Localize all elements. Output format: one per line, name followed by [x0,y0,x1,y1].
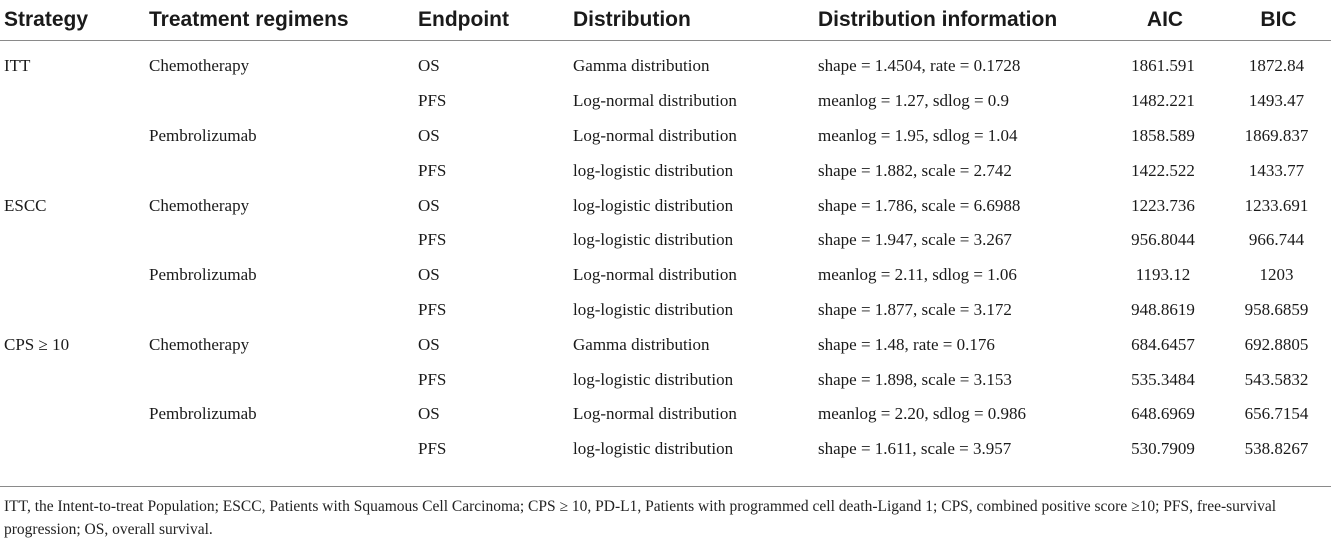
cell-aic: 1861.591 [1131,56,1195,76]
cell-distribution-information: shape = 1.4504, rate = 0.1728 [818,56,1021,76]
cell-distribution: log-logistic distribution [573,439,734,459]
cell-aic: 956.8044 [1131,230,1195,250]
cell-treatment-regimen: Chemotherapy [149,56,250,76]
table-row [0,153,1331,188]
cell-strategy: CPS ≥ 10 [4,334,70,354]
cell-treatment-regimen [145,153,414,188]
cell-aic: 530.7909 [1131,439,1195,459]
cell-treatment-regimen: Pembrolizumab [149,404,257,424]
cell-bic: 1203 [1259,265,1294,285]
table-header [0,0,1331,41]
cell-strategy [0,153,145,188]
cell-aic: 1482.221 [1131,91,1195,111]
cell-aic: 648.6969 [1131,404,1195,424]
table-row [0,188,1331,223]
cell-distribution-information: meanlog = 2.11, sdlog = 1.06 [818,265,1017,285]
table-row [0,432,1331,471]
table-row [0,84,1331,119]
cell-distribution: log-logistic distribution [573,160,734,180]
cell-endpoint: OS [418,404,440,424]
cell-bic: 966.744 [1248,230,1305,250]
cell-distribution-information: shape = 1.48, rate = 0.176 [818,334,995,354]
table-row [0,119,1331,154]
cell-strategy [0,119,145,154]
cell-treatment-regimen: Chemotherapy [149,334,250,354]
table-row [0,397,1331,432]
cell-aic: 1422.522 [1131,160,1195,180]
cell-endpoint: PFS [418,439,447,459]
cell-strategy: ITT [4,56,31,76]
cell-distribution-information: shape = 1.877, scale = 3.172 [818,299,1012,319]
header-row [0,0,1331,41]
cell-endpoint: PFS [418,91,447,111]
table-bottom-rule [0,486,1331,487]
cell-distribution: Log-normal distribution [573,125,737,145]
cell-strategy: ESCC [4,195,47,215]
cell-bic: 1869.837 [1244,125,1309,145]
header-distribution-information: Distribution information [814,0,1104,41]
cell-strategy [0,397,145,432]
cell-treatment-regimen [145,362,414,397]
cell-bic: 958.6859 [1244,299,1309,319]
cell-bic: 538.8267 [1244,439,1309,459]
cell-endpoint: OS [418,195,440,215]
header-endpoint: Endpoint [414,0,569,41]
cell-treatment-regimen [145,84,414,119]
cell-distribution: Log-normal distribution [573,91,737,111]
cell-distribution: Gamma distribution [573,56,710,76]
header-treatment-regimens: Treatment regimens [145,0,414,41]
cell-distribution: log-logistic distribution [573,299,734,319]
cell-distribution-information: meanlog = 1.27, sdlog = 0.9 [818,91,1010,111]
header-strategy: Strategy [0,0,145,41]
cell-bic: 1233.691 [1244,195,1309,215]
table-row [0,41,1331,84]
header-distribution: Distribution [569,0,814,41]
cell-bic: 1433.77 [1248,160,1305,180]
cell-treatment-regimen [145,293,414,328]
header-aic: AIC [1104,0,1222,41]
cell-treatment-regimen [145,432,414,471]
cell-distribution: log-logistic distribution [573,230,734,250]
cell-bic: 656.7154 [1244,404,1309,424]
cell-treatment-regimen: Pembrolizumab [149,125,257,145]
header-bic: BIC [1222,0,1331,41]
cell-endpoint: PFS [418,230,447,250]
cell-bic: 1872.84 [1248,56,1305,76]
cell-endpoint: OS [418,265,440,285]
cell-aic: 948.8619 [1131,299,1195,319]
cell-treatment-regimen: Pembrolizumab [149,265,257,285]
cell-distribution: Log-normal distribution [573,404,737,424]
cell-aic: 1223.736 [1131,195,1195,215]
cell-treatment-regimen [145,223,414,258]
cell-distribution-information: shape = 1.898, scale = 3.153 [818,369,1012,389]
cell-bic: 1493.47 [1248,91,1305,111]
cell-strategy [0,432,145,471]
table-body [0,41,1331,471]
table-row [0,293,1331,328]
cell-distribution-information: meanlog = 2.20, sdlog = 0.986 [818,404,1027,424]
cell-endpoint: PFS [418,299,447,319]
cell-distribution-information: shape = 1.947, scale = 3.267 [818,230,1012,250]
cell-aic: 684.6457 [1131,334,1195,354]
table-footnote: ITT, the Intent-to-treat Population; ESCC, Patients with Squamous Cell Carcinoma; CPS ≥ 10, PD-L1, Patients with programmed cell death-Ligand 1; CPS, combined positive score ≥10; PFS, free-survival progression; OS, overall survival. [4,498,1277,538]
cell-bic: 543.5832 [1244,369,1309,389]
cell-aic: 1193.12 [1135,265,1191,285]
cell-strategy [0,84,145,119]
cell-aic: 1858.589 [1131,125,1195,145]
cell-distribution-information: shape = 1.882, scale = 2.742 [818,160,1012,180]
cell-distribution-information: shape = 1.786, scale = 6.6988 [818,195,1021,215]
cell-strategy [0,223,145,258]
cell-strategy [0,362,145,397]
cell-strategy [0,293,145,328]
table-row [0,327,1331,362]
cell-distribution: log-logistic distribution [573,195,734,215]
cell-endpoint: OS [418,56,440,76]
cell-distribution-information: meanlog = 1.95, sdlog = 1.04 [818,125,1018,145]
cell-endpoint: PFS [418,160,447,180]
cell-aic: 535.3484 [1131,369,1195,389]
table-row [0,223,1331,258]
cell-distribution: log-logistic distribution [573,369,734,389]
cell-endpoint: OS [418,334,440,354]
table-row [0,362,1331,397]
cell-treatment-regimen: Chemotherapy [149,195,250,215]
cell-endpoint: OS [418,125,440,145]
cell-strategy [0,258,145,293]
table-row [0,258,1331,293]
cell-distribution-information: shape = 1.611, scale = 3.957 [818,439,1012,459]
cell-distribution: Log-normal distribution [573,265,737,285]
cell-endpoint: PFS [418,369,447,389]
cell-distribution: Gamma distribution [573,334,710,354]
cell-bic: 692.8805 [1244,334,1309,354]
